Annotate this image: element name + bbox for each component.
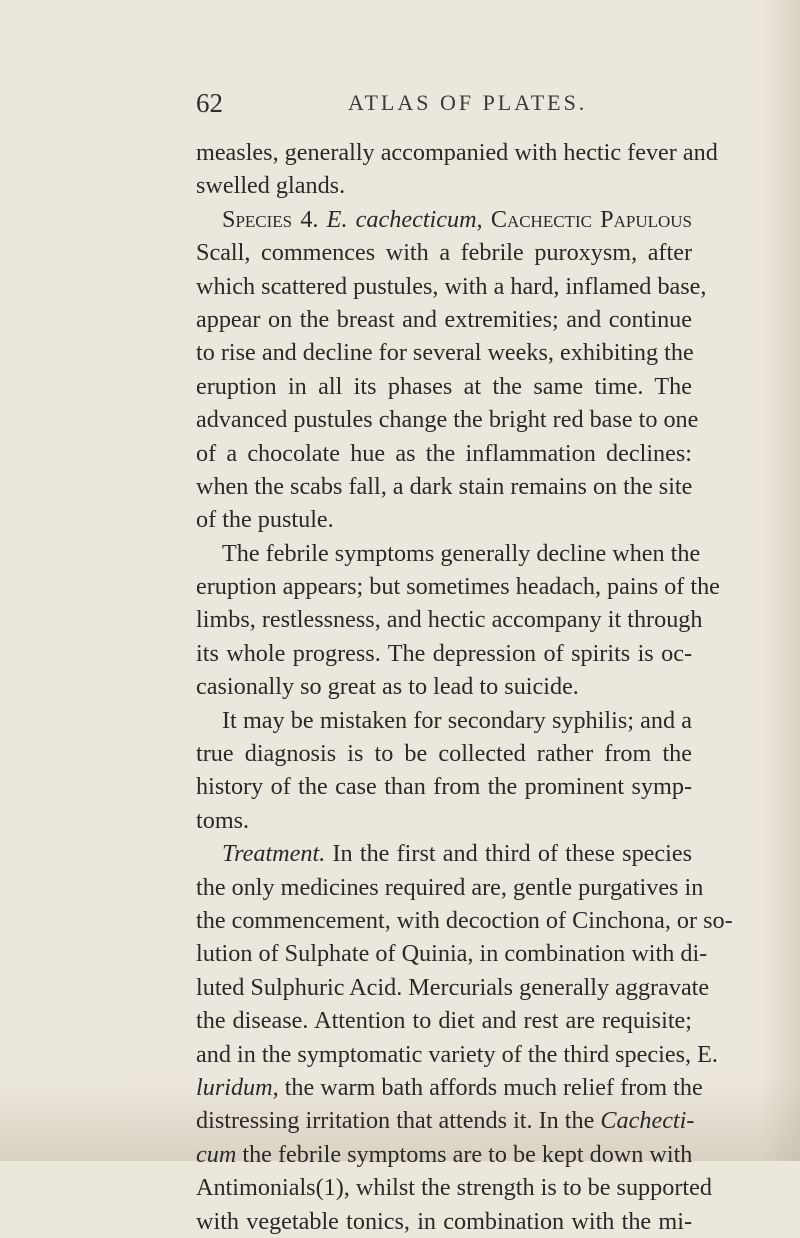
text-line: Scall, commences with a febrile puroxysm, after: [196, 239, 692, 267]
text-line: The febrile symptoms generally decline when the: [222, 539, 701, 567]
running-title: ATLAS OF PLATES.: [348, 90, 588, 115]
text-line: lution of Sulphate of Quinia, in combination with di-: [196, 940, 708, 968]
text-line: of a chocolate hue as the inflammation declines:: [196, 439, 692, 467]
text-line: cum the febrile symptoms are to be kept down with: [196, 1140, 693, 1168]
text-line: limbs, restlessness, and hectic accompany it through: [196, 606, 703, 634]
text-line: luted Sulphuric Acid. Mercurials generally aggravate: [196, 973, 710, 1001]
text-line: the only medicines required are, gentle purgatives in: [196, 873, 704, 901]
text-line: eruption in all its phases at the same time. The: [196, 372, 692, 400]
text-line: It may be mistaken for secondary syphilis; and a: [222, 706, 692, 734]
text-line: toms.: [196, 806, 250, 834]
text-line: with vegetable tonics, in combination with the mi-: [196, 1207, 692, 1235]
text-line: true diagnosis is to be collected rather from the: [196, 740, 692, 768]
page-number: 62: [196, 88, 223, 118]
text-line: advanced pustules change the bright red base to one: [196, 406, 699, 434]
text-line: swelled glands.: [196, 172, 346, 200]
text-line: the commencement, with decoction of Cinchona, or so-: [196, 906, 733, 934]
text-line: casionally so great as to lead to suicide.: [196, 673, 579, 701]
text-line: of the pustule.: [196, 506, 334, 534]
text-line: appear on the breast and extremities; and continue: [196, 305, 692, 333]
text-line: and in the symptomatic variety of the third species, E.: [196, 1040, 718, 1068]
text-line: its whole progress. The depression of spirits is oc-: [196, 639, 692, 667]
text-line: luridum, the warm bath affords much relief from the: [196, 1073, 703, 1101]
text-line: Species 4. E. cachecticum, Cachectic Papulous: [222, 205, 692, 233]
text-line: measles, generally accompanied with hectic fever and: [196, 139, 718, 166]
text-line: eruption appears; but sometimes headach, pains of the: [196, 573, 720, 601]
body-text: [196, 136, 733, 1238]
text-line: which scattered pustules, with a hard, inflamed base,: [196, 272, 707, 300]
text-line: history of the case than from the prominent symp-: [196, 773, 692, 801]
text-line: to rise and decline for several weeks, exhibiting the: [196, 339, 694, 367]
text-line: Antimonials(1), whilst the strength is to be supported: [196, 1174, 712, 1202]
page-header: [196, 88, 696, 118]
text-line: the disease. Attention to diet and rest are requisite;: [196, 1007, 692, 1035]
text-line: Treatment. In the first and third of these species: [222, 840, 693, 868]
text-line: when the scabs fall, a dark stain remains on the site: [196, 472, 693, 500]
text-line: distressing irritation that attends it. In the Cachecti-: [196, 1107, 695, 1135]
